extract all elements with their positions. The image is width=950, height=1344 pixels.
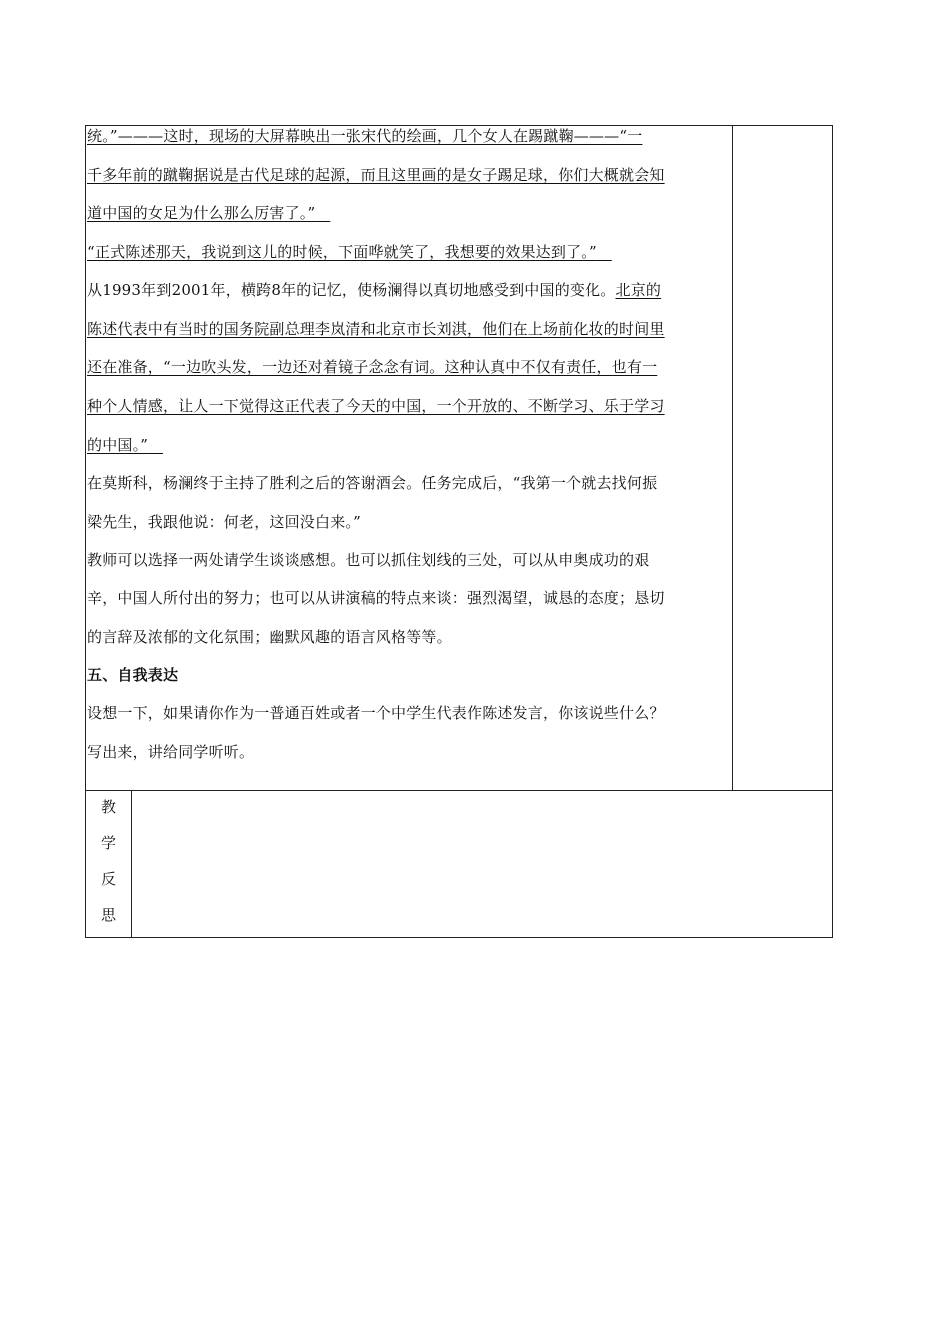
underlined-text: “正式陈述那天，我说到这儿的时候，下面哗就笑了，我想要的效果达到了。”: [87, 243, 597, 262]
text-line: [87, 276, 727, 315]
plain-text: 设想一下，如果请你作为一普通百姓或者一个中学生代表作陈述发言，你该说些什么？: [87, 703, 665, 722]
plain-text: 在莫斯科，杨澜终于主持了胜利之后的答谢酒会。任务完成后，“我第一个就去找何振: [87, 473, 658, 492]
reflection-label: [86, 792, 131, 936]
plain-text: 教师可以选择一两处请学生谈谈感想。也可以抓住划线的三处，可以从申奥成功的艰: [87, 550, 650, 569]
text-line: [87, 623, 727, 661]
table-column-divider: [732, 125, 733, 790]
label-char: 思: [100, 906, 116, 924]
text-line: [87, 161, 727, 200]
text-line: [87, 199, 727, 238]
underlined-text: 的中国。”: [87, 435, 149, 454]
underlined-text: 陈述代表中有当时的国务院副总理李岚清和北京市长刘淇，他们在上场前化妆的时间里: [87, 319, 665, 338]
text-line: [87, 738, 727, 777]
underlined-text: 北京的: [615, 281, 662, 300]
underlined-text: 千多年前的蹴鞠据说是古代足球的起源，而且这里画的是女子踢足球，你们大概就会知: [87, 165, 665, 184]
label-char: 反: [100, 870, 116, 888]
label-char: 教: [100, 798, 116, 816]
text-line: [87, 238, 727, 276]
underlined-text: 种个人情感，让人一下觉得这正代表了今天的中国，一个开放的、不断学习、乐于学习: [87, 397, 665, 416]
text-line: [87, 392, 727, 431]
text-line: [87, 508, 727, 546]
text-line: [87, 546, 727, 585]
reflection-table: [85, 790, 833, 938]
heading-text: 五、自我表达: [87, 665, 179, 684]
lesson-text: [87, 122, 727, 776]
text-line: [87, 122, 727, 161]
plain-text: 梁先生，我跟他说：何老，这回没白来。”: [87, 512, 361, 531]
plain-text: 辛，中国人所付出的努力；也可以从讲演稿的特点来谈：强烈渴望，诚恳的态度；恳切: [87, 589, 665, 608]
plain-text: 从1993年到2001年，横跨8年的记忆，使杨澜得以真切地感受到中国的变化。: [87, 281, 616, 300]
text-line: [87, 584, 727, 623]
label-char: 学: [100, 834, 116, 852]
text-line: [87, 699, 727, 738]
underlined-text: 道中国的女足为什么那么厉害了。”: [87, 204, 316, 223]
text-line: [87, 315, 727, 354]
underlined-text: 还在准备，“一边吹头发，一边还对着镜子念念有词。这种认真中不仅有责任，也有一: [87, 358, 658, 377]
text-line: [87, 353, 727, 392]
text-line: [87, 431, 727, 469]
plain-text: 写出来，讲给同学听听。: [87, 742, 255, 761]
section-heading: [87, 661, 727, 699]
reflection-column-divider: [131, 790, 132, 938]
text-line: [87, 469, 727, 508]
plain-text: 的言辞及浓郁的文化氛围；幽默风趣的语言风格等等。: [87, 627, 452, 646]
underlined-text: 统。”———这时，现场的大屏幕映出一张宋代的绘画，几个女人在踢蹴鞠———“一: [87, 127, 643, 145]
